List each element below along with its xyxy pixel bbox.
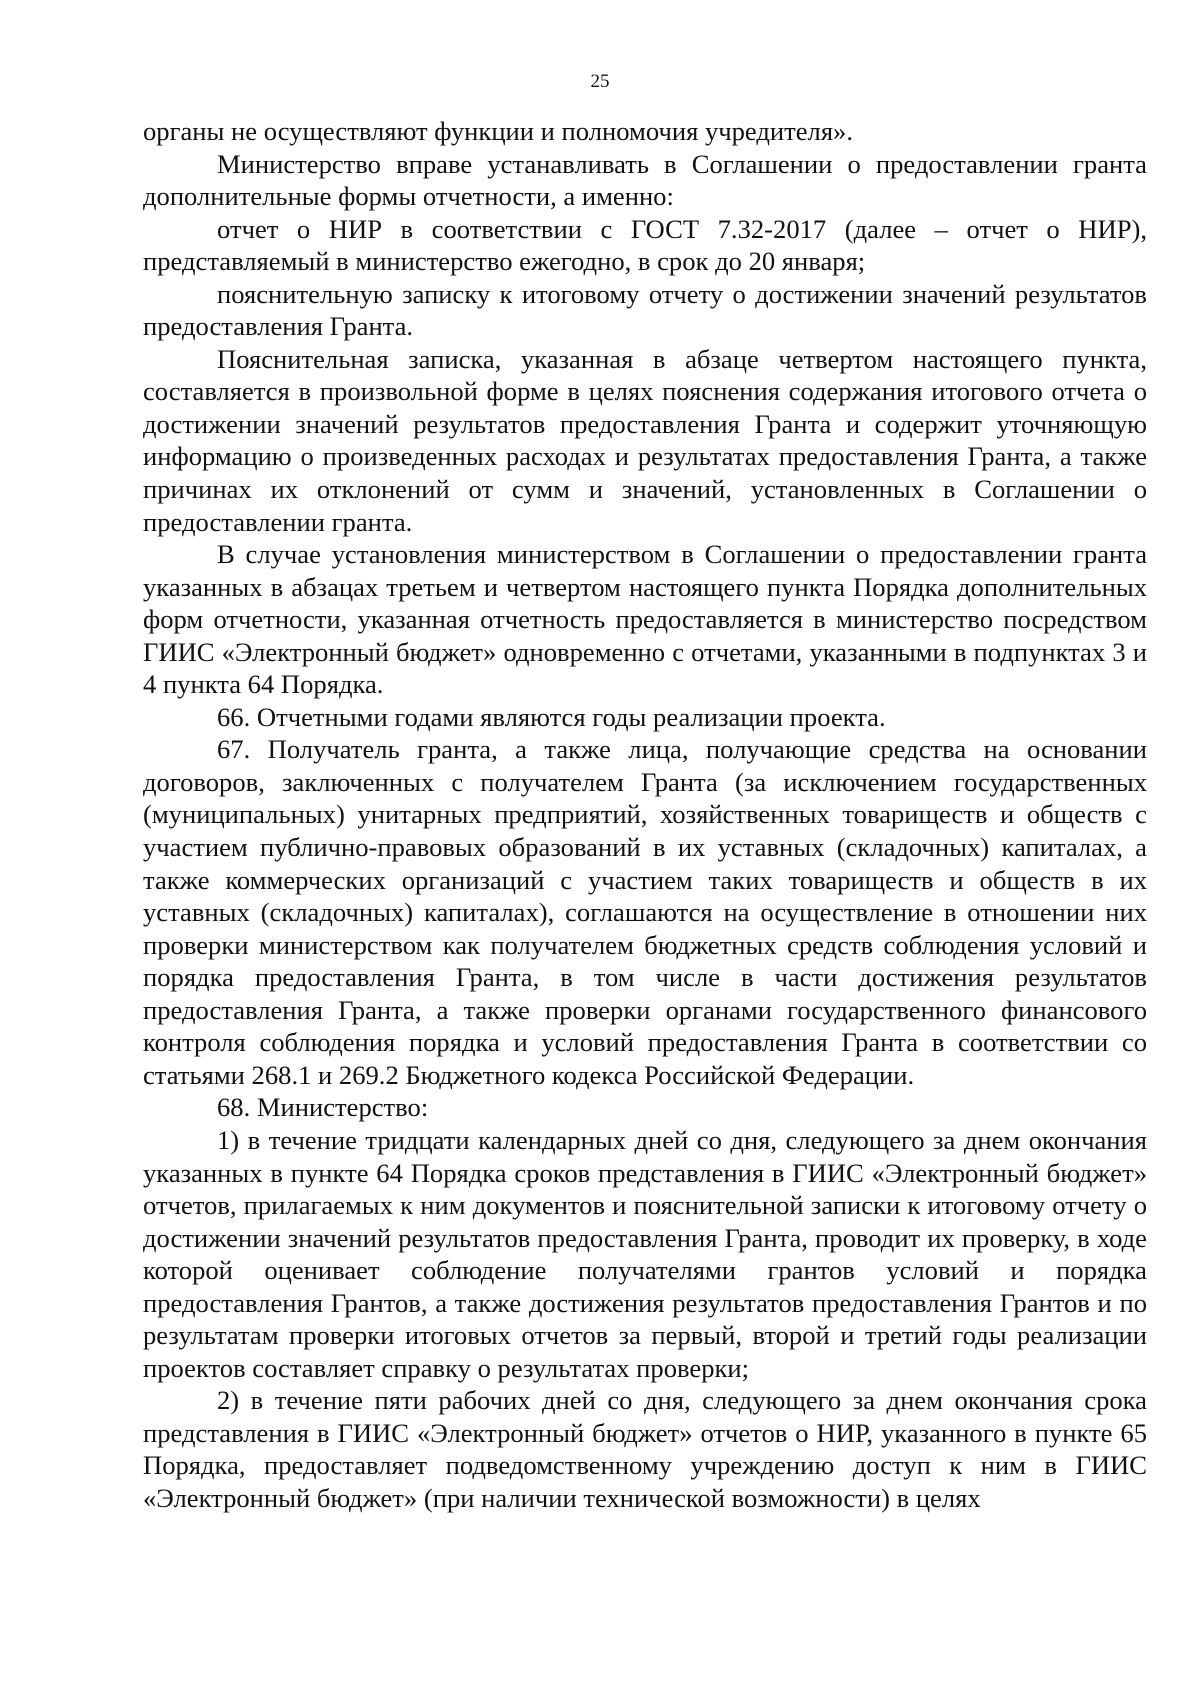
paragraph-explanatory-note-details: Пояснительная записка, указанная в абзаце четвертом настоящего пункта, составляется в произвольной форме в целях пояснения содержания итогового отчета о достижении значений результатов предоставления Гранта и содержит уточняющую информацию о произведенных расходах и результатах предоставления Гранта, а также причинах их отклонений от сумм и значений, установленных в Соглашении о предоставлении гранта.	[143, 343, 1147, 537]
paragraph-reporting-submission: В случае установления министерством в Соглашении о предоставлении гранта указанных в абзацах третьем и четвертом настоящего пункта Порядка дополнительных форм отчетности, указанная отчетность предоставляется в министерство посредством ГИИС «Электронный бюджет» одновременно с отчетами, указанными в подпунктах 3 и 4 пункта 64 Порядка.	[143, 539, 1147, 700]
paragraph-item-67: 67. Получатель гранта, а также лица, получающие средства на основании договоров, заключенных с получателем Гранта (за исключением государственных (муниципальных) унитарных предприятий, хозяйственных товариществ и обществ с участием публично-правовых образований в их уставных (складочных) капиталах, а также коммерческих организаций с участием таких товариществ и обществ в их уставных (складочных) капиталах), соглашаются на осуществление в отношении них проверки министерством как получателем бюджетных средств соблюдения условий и порядка предоставления Гранта, в том числе в части достижения результатов предоставления Гранта, а также проверки органами государственного финансового контроля соблюдения порядка и условий предоставления Гранта в соответствии со статьями 268.1 и 269.2 Бюджетного кодекса Российской Федерации.	[143, 734, 1147, 1090]
paragraph-explanatory-note: пояснительную записку к итоговому отчету о достижении значений результатов предоставления Гранта.	[143, 278, 1147, 342]
paragraph-item-68-2: 2) в течение пяти рабочих дней со дня, следующего за днем окончания срока представления в ГИИС «Электронный бюджет» отчетов о НИР, указанного в пункте 65 Порядка, предоставляет подведомственному учреждению доступ к ним в ГИИС «Электронный бюджет» (при наличии технической возможности) в целях	[143, 1385, 1147, 1513]
paragraph-additional-reporting: Министерство вправе устанавливать в Соглашении о предоставлении гранта дополнительные формы отчетности, а именно:	[143, 148, 1147, 212]
paragraph-nir-report: отчет о НИР в соответствии с ГОСТ 7.32-2017 (далее – отчет о НИР), представляемый в министерство ежегодно, в срок до 20 января;	[143, 213, 1147, 277]
page-number: 25	[590, 71, 610, 92]
paragraph-item-68-1: 1) в течение тридцати календарных дней со дня, следующего за днем окончания указанных в пункте 64 Порядка сроков представления в ГИИС «Электронный бюджет» отчетов, прилагаемых к ним документов и пояснительной записки к итоговому отчету о достижении значений результатов предоставления Гранта, проводит их проверку, в ходе которой оценивает соблюдение получателями грантов условий и порядка предоставления Грантов, а также достижения результатов предоставления Грантов и по результатам проверки итоговых отчетов за первый, второй и третий годы реализации проектов составляет справку о результатах проверки;	[143, 1124, 1147, 1383]
document-body	[143, 115, 1147, 1515]
paragraph-continuation: органы не осуществляют функции и полномочия учредителя».	[143, 116, 854, 146]
paragraph-item-68: 68. Министерство:	[217, 1092, 429, 1123]
paragraph-item-66: 66. Отчетными годами являются годы реализации проекта.	[217, 701, 886, 732]
